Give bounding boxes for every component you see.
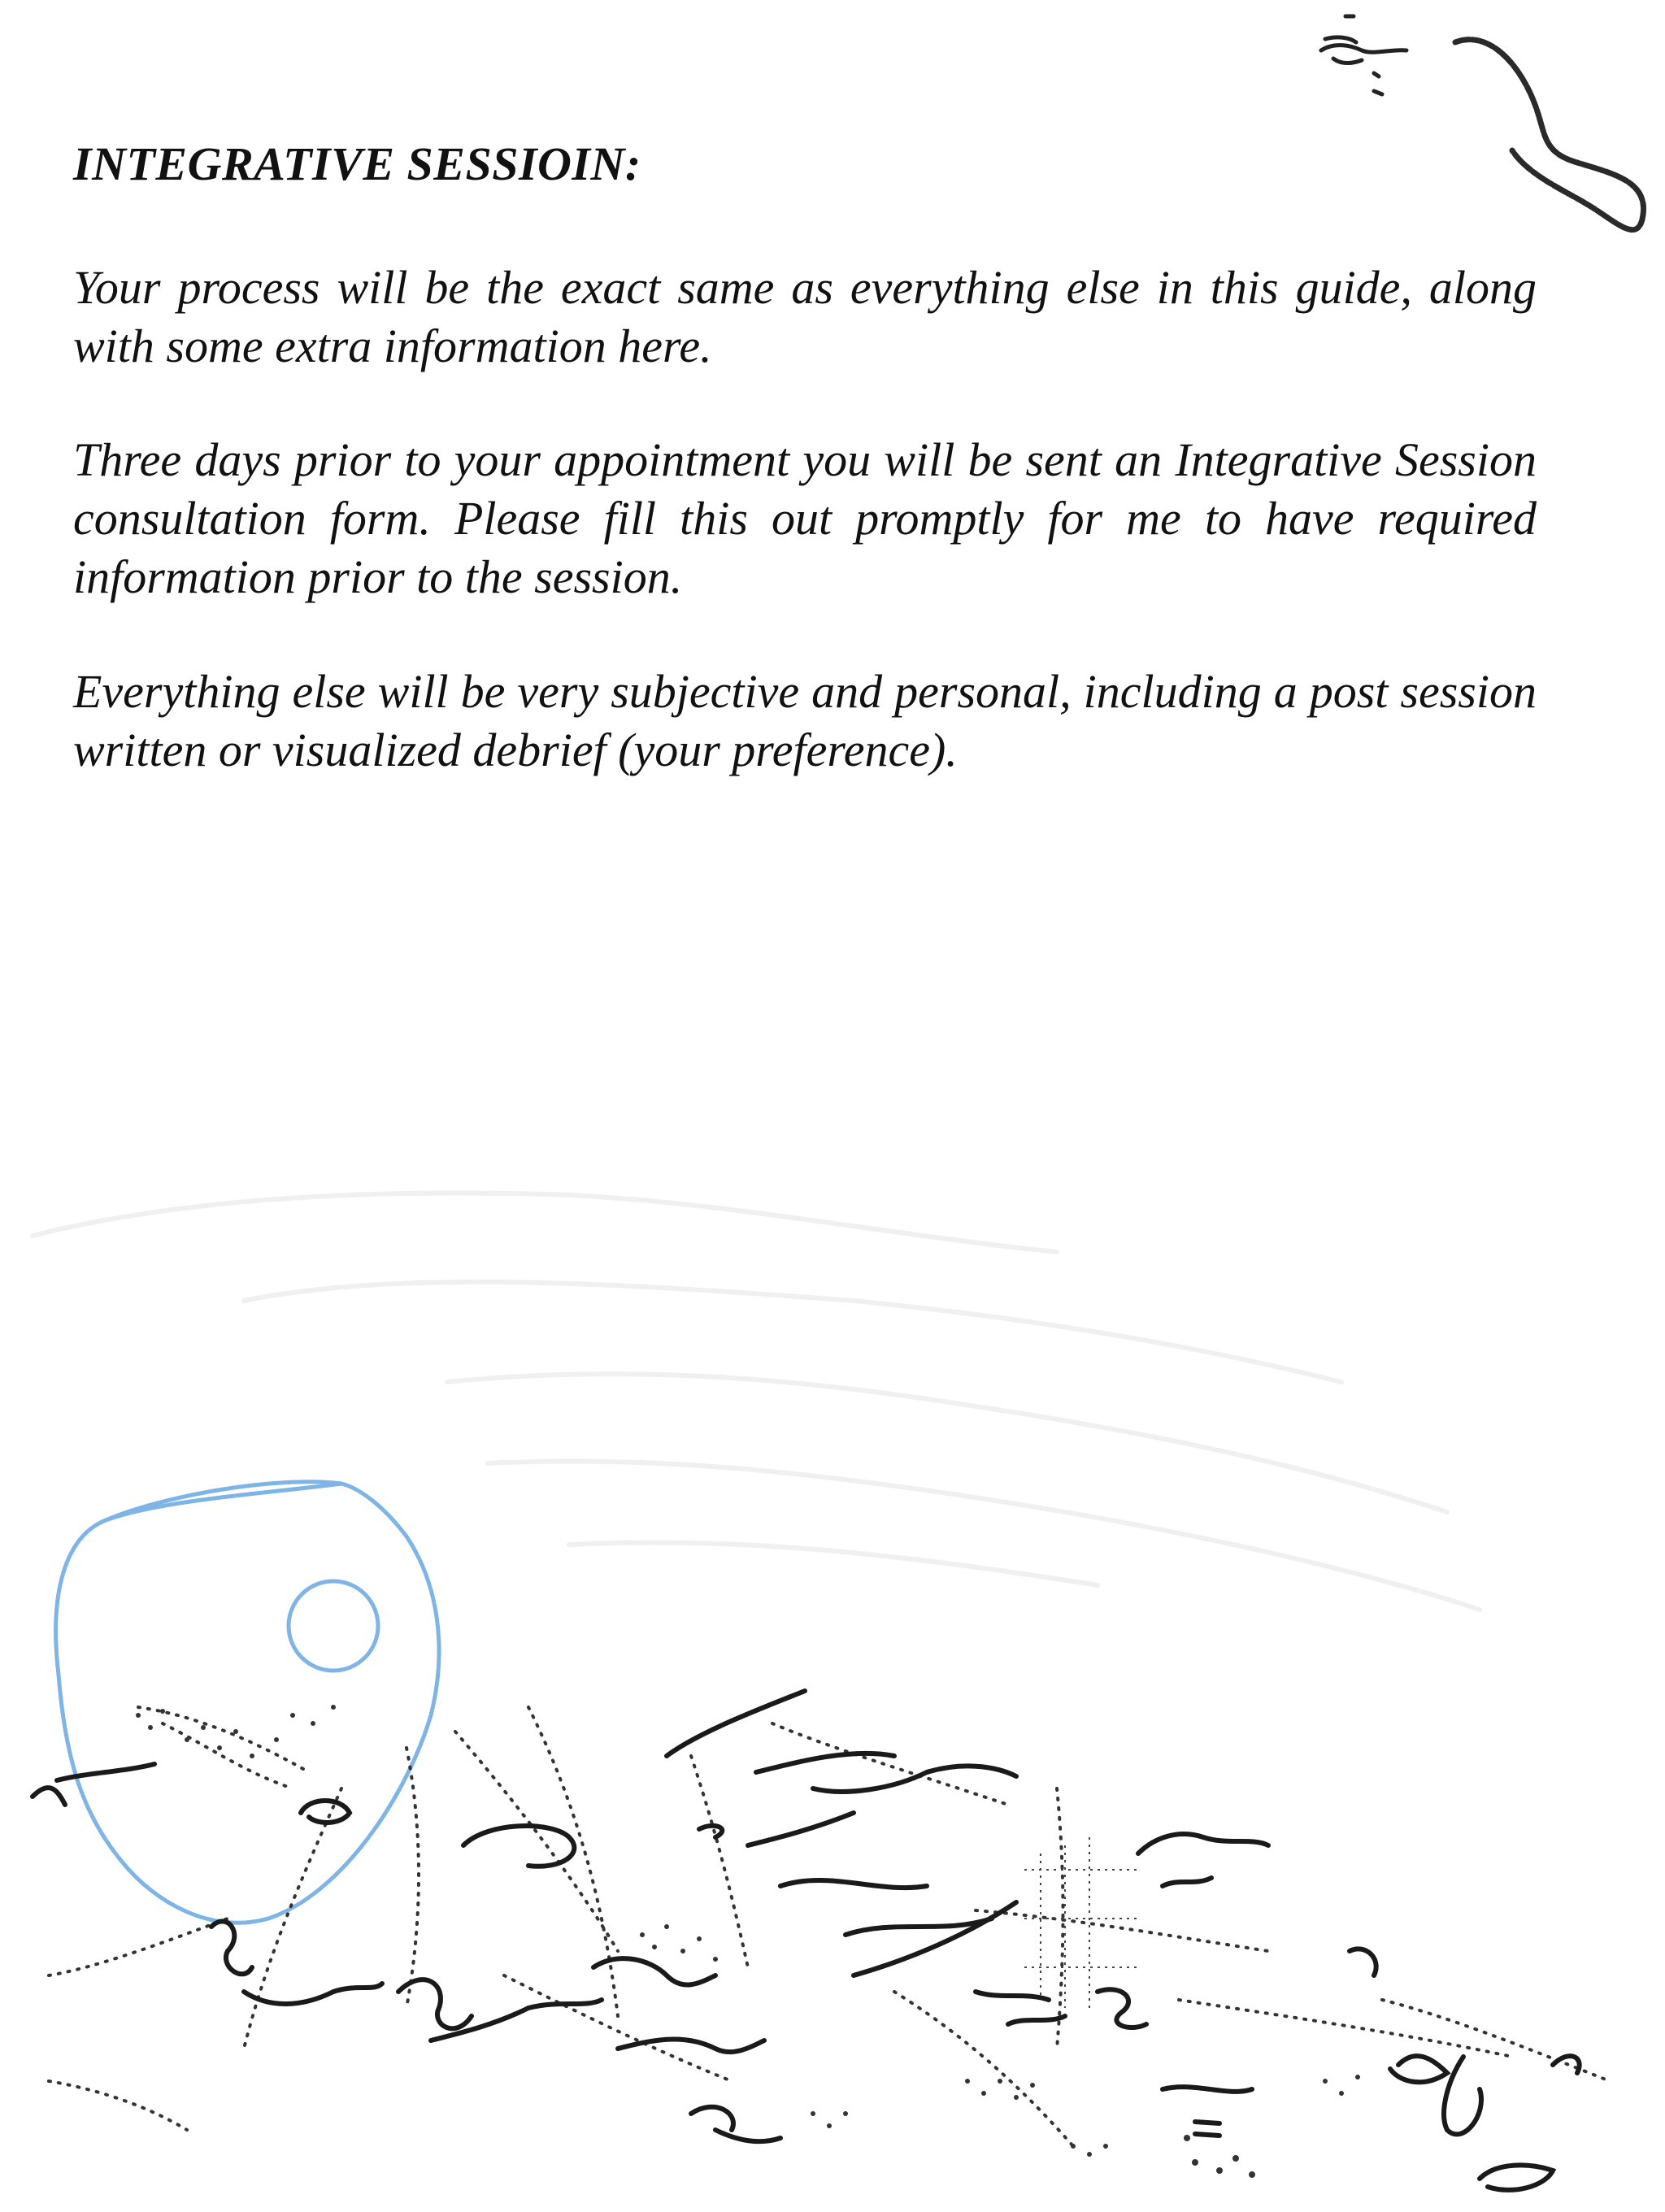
- paragraph-debrief: Everything else will be very subjective and personal, including a post session written or visualized debrief (your preference).: [73, 665, 1537, 776]
- paragraph-process: Your process will be the exact same as everything else in this guide, along with some extra information here.: [73, 261, 1537, 372]
- paragraph-consultation: Three days prior to your appointment you will be sent an Integrative Session consultation form. Please fill this out promptly for me to have required information prior to the session.: [73, 433, 1537, 603]
- page-title: INTEGRATIVE SESSIOIN:: [73, 137, 641, 190]
